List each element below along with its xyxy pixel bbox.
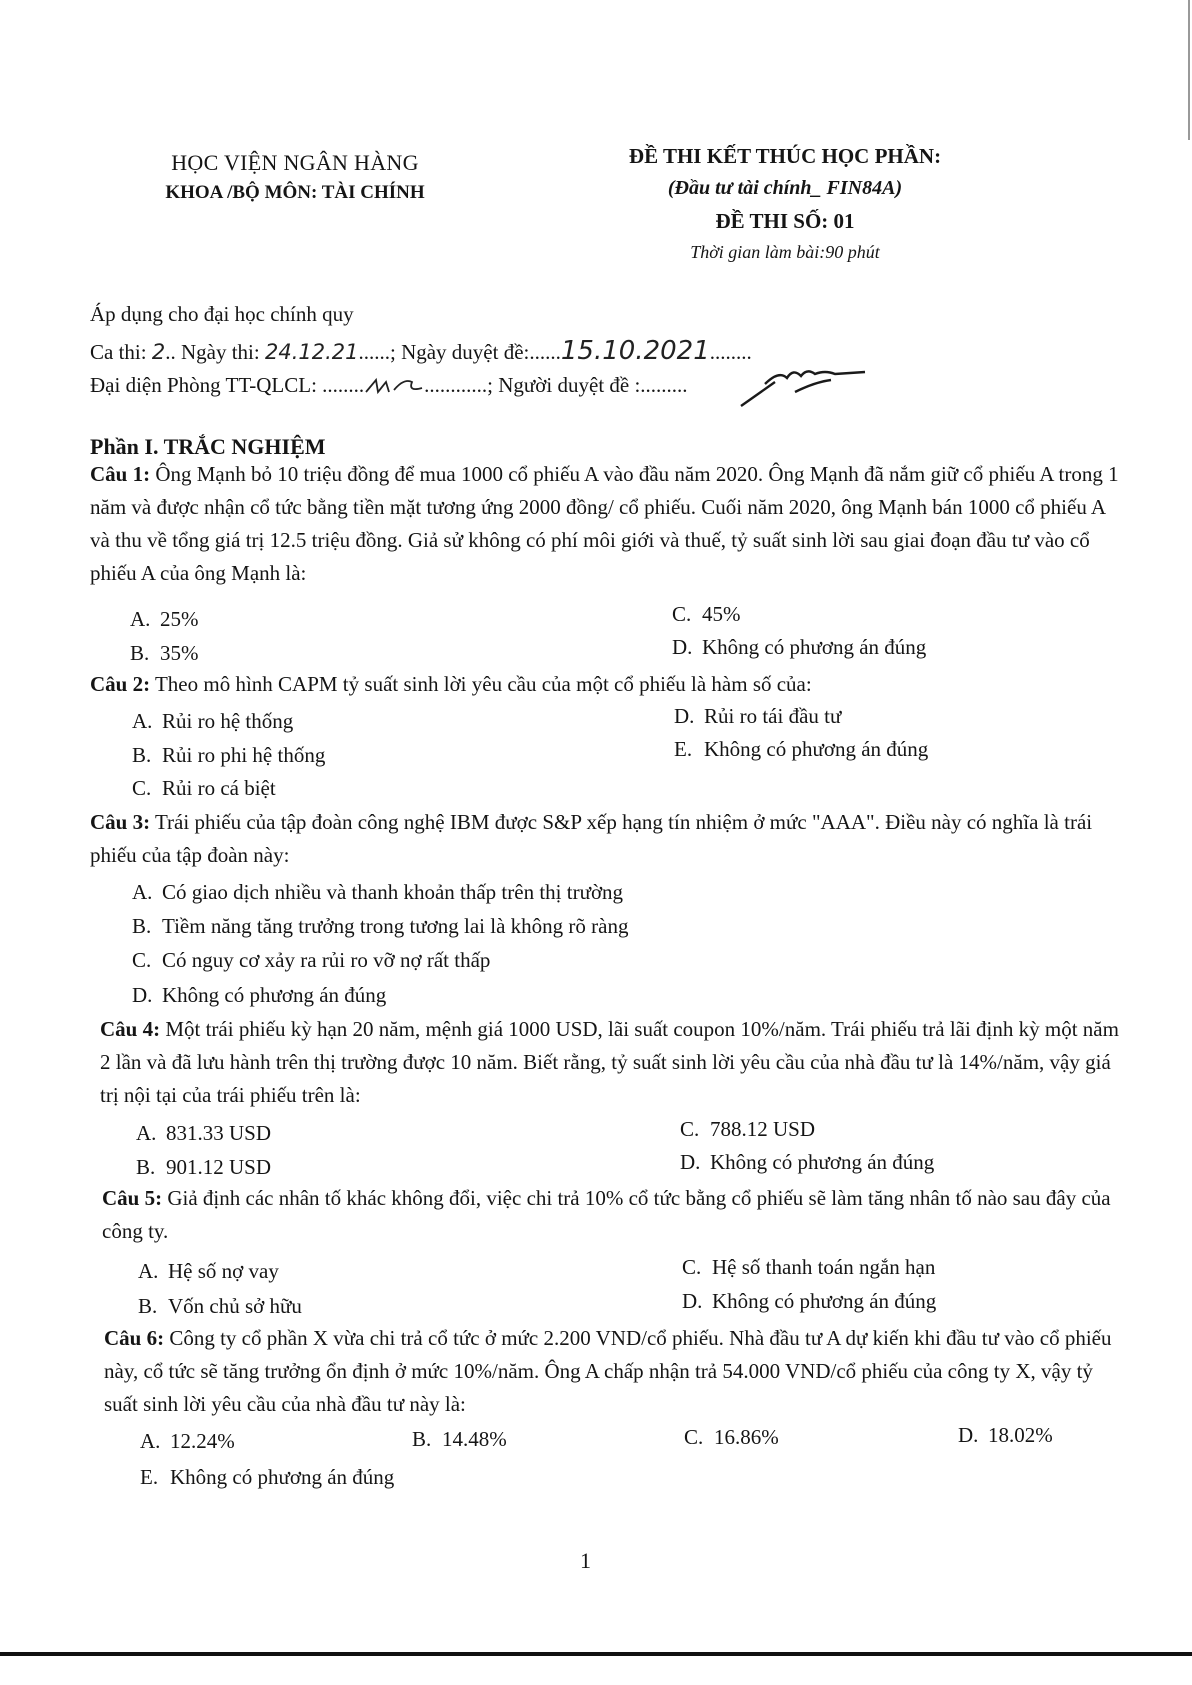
option-3d[interactable]: D. Không có phương án đúng	[132, 983, 387, 1007]
question-6	[104, 1322, 1120, 1421]
course-name: (Đầu tư tài chính_ FIN84A)	[667, 177, 903, 199]
option-5b[interactable]: B. Vốn chủ sở hữu	[138, 1294, 302, 1318]
option-4a[interactable]: A. 831.33 USD	[136, 1121, 272, 1145]
exam-number: ĐỀ THI SỐ: 01	[715, 209, 855, 233]
question-label: Câu 4:	[100, 1017, 161, 1041]
page-number: 1	[580, 1548, 591, 1573]
option-6e[interactable]: E. Không có phương án đúng	[140, 1465, 395, 1489]
option-4c[interactable]: C. 788.12 USD	[680, 1117, 816, 1141]
option-4d[interactable]: D. Không có phương án đúng	[680, 1150, 935, 1174]
option-3c[interactable]: C. Có nguy cơ xảy ra rủi ro vỡ nợ rất thấp	[132, 948, 491, 972]
option-1a[interactable]: A. 25%	[130, 607, 199, 631]
question-text: Một trái phiếu kỳ hạn 20 năm, mệnh giá 1000 USD, lãi suất coupon 10%/năm. Trái phiếu trả lãi định kỳ một năm 2 lần và đã lưu hành trên thị trường được 10 năm. Biết rằng, tỷ suất sinh lời yêu cầu của nhà đầu tư là 14%/năm, vậy giá trị nội tại của trái phiếu trên là:	[100, 1017, 1119, 1107]
option-1c[interactable]: C. 45%	[672, 602, 741, 626]
option-1d[interactable]: D. Không có phương án đúng	[672, 635, 927, 659]
option-3b[interactable]: B. Tiềm năng tăng trưởng trong tương lai là không rõ ràng	[132, 914, 629, 938]
exam-duration: Thời gian làm bài:90 phút	[690, 242, 880, 262]
bottom-rule	[0, 1652, 1192, 1656]
question-3	[90, 806, 1120, 872]
approve-date-suffix: ........	[709, 340, 752, 364]
option-2a[interactable]: A. Rủi ro hệ thống	[132, 709, 294, 733]
question-label: Câu 1:	[90, 462, 151, 486]
option-4b[interactable]: B. 901.12 USD	[136, 1155, 272, 1179]
qa-signature	[364, 372, 424, 398]
option-6b[interactable]: B. 14.48%	[412, 1427, 507, 1451]
faculty-name: KHOA /BỘ MÔN: TÀI CHÍNH	[165, 182, 425, 203]
question-text: Theo mô hình CAPM tỷ suất sinh lời yêu cầu của một cổ phiếu là hàm số của:	[154, 672, 812, 696]
question-5	[102, 1182, 1120, 1248]
shift-handwritten: 2	[151, 340, 166, 364]
scan-edge	[1188, 0, 1190, 140]
question-1	[90, 458, 1120, 590]
option-2c[interactable]: C. Rủi ro cá biệt	[132, 776, 276, 800]
option-5d[interactable]: D. Không có phương án đúng	[682, 1289, 937, 1313]
question-label: Câu 6:	[104, 1326, 165, 1350]
exam-title: ĐỀ THI KẾT THÚC HỌC PHẦN:	[628, 144, 942, 168]
question-label: Câu 2:	[90, 672, 151, 696]
option-5c[interactable]: C. Hệ số thanh toán ngắn hạn	[682, 1255, 936, 1279]
option-3a[interactable]: A. Có giao dịch nhiều và thanh khoản thấp trên thị trường	[132, 880, 624, 904]
section-title: Phần I. TRẮC NGHIỆM	[90, 434, 326, 459]
approve-date-handwritten: 15.10.2021	[560, 336, 710, 366]
question-label: Câu 5:	[102, 1186, 163, 1210]
exam-shift-line	[90, 336, 752, 366]
question-text: Ông Mạnh bỏ 10 triệu đồng để mua 1000 cổ phiếu A vào đầu năm 2020. Ông Mạnh đã nắm giữ cổ phiếu A trong 1 năm và được nhận cổ tức bằng tiền mặt tương ứng 2000 đồng/ cổ phiếu. Cuối năm 2020, ông Mạnh bán 1000 cổ phiếu A và thu về tổng giá trị 12.5 triệu đồng. Giả sử không có phí môi giới và thuế, tỷ suất sinh lời sau giai đoạn đầu tư vào cổ phiếu A của ông Mạnh là:	[90, 462, 1119, 585]
option-1b[interactable]: B. 35%	[130, 641, 199, 665]
exam-date-prefix: .. Ngày thi:	[165, 340, 265, 364]
shift-prefix: Ca thi:	[90, 340, 152, 364]
option-5a[interactable]: A. Hệ số nợ vay	[138, 1259, 279, 1283]
question-4	[100, 1013, 1120, 1112]
approver-line	[90, 372, 688, 398]
question-text: Giả định các nhân tố khác không đổi, việc chi trả 10% cổ tức bằng cổ phiếu sẽ làm tăng nhân tố nào sau đây của công ty.	[102, 1186, 1111, 1243]
question-2	[90, 668, 1120, 701]
option-2b[interactable]: B. Rủi ro phi hệ thống	[132, 743, 326, 767]
institution-name: HỌC VIỆN NGÂN HÀNG	[171, 150, 419, 175]
approve-date-prefix: ......; Ngày duyệt đề:......	[358, 340, 561, 364]
exam-header	[580, 140, 990, 266]
qa-office-label: Đại diện Phòng TT-QLCL: ........	[90, 373, 365, 397]
approver-signature	[735, 362, 875, 412]
option-6a[interactable]: A. 12.24%	[140, 1429, 235, 1453]
approver-label: ............; Người duyệt đề :.........	[424, 373, 688, 397]
option-6c[interactable]: C. 16.86%	[684, 1425, 779, 1449]
option-6d[interactable]: D. 18.02%	[958, 1423, 1053, 1447]
option-2d[interactable]: D. Rủi ro tái đầu tư	[674, 704, 842, 728]
applies-line: Áp dụng cho đại học chính quy	[90, 302, 354, 326]
option-2e[interactable]: E. Không có phương án đúng	[674, 737, 929, 761]
exam-date-handwritten: 24.12.21	[264, 340, 359, 364]
question-text: Trái phiếu của tập đoàn công nghệ IBM được S&P xếp hạng tín nhiệm ở mức "AAA". Điều này có nghĩa là trái phiếu của tập đoàn này:	[90, 810, 1093, 867]
question-label: Câu 3:	[90, 810, 151, 834]
institution-header	[150, 148, 440, 208]
question-text: Công ty cổ phần X vừa chi trả cổ tức ở mức 2.200 VND/cổ phiếu. Nhà đầu tư A dự kiến khi đầu tư vào cổ phiếu này, cổ tức sẽ tăng trưởng ổn định ở mức 10%/năm. Ông A chấp nhận trả 54.000 VND/cổ phiếu của công ty X, vậy tỷ suất sinh lời yêu cầu của nhà đầu tư này là:	[104, 1326, 1112, 1416]
